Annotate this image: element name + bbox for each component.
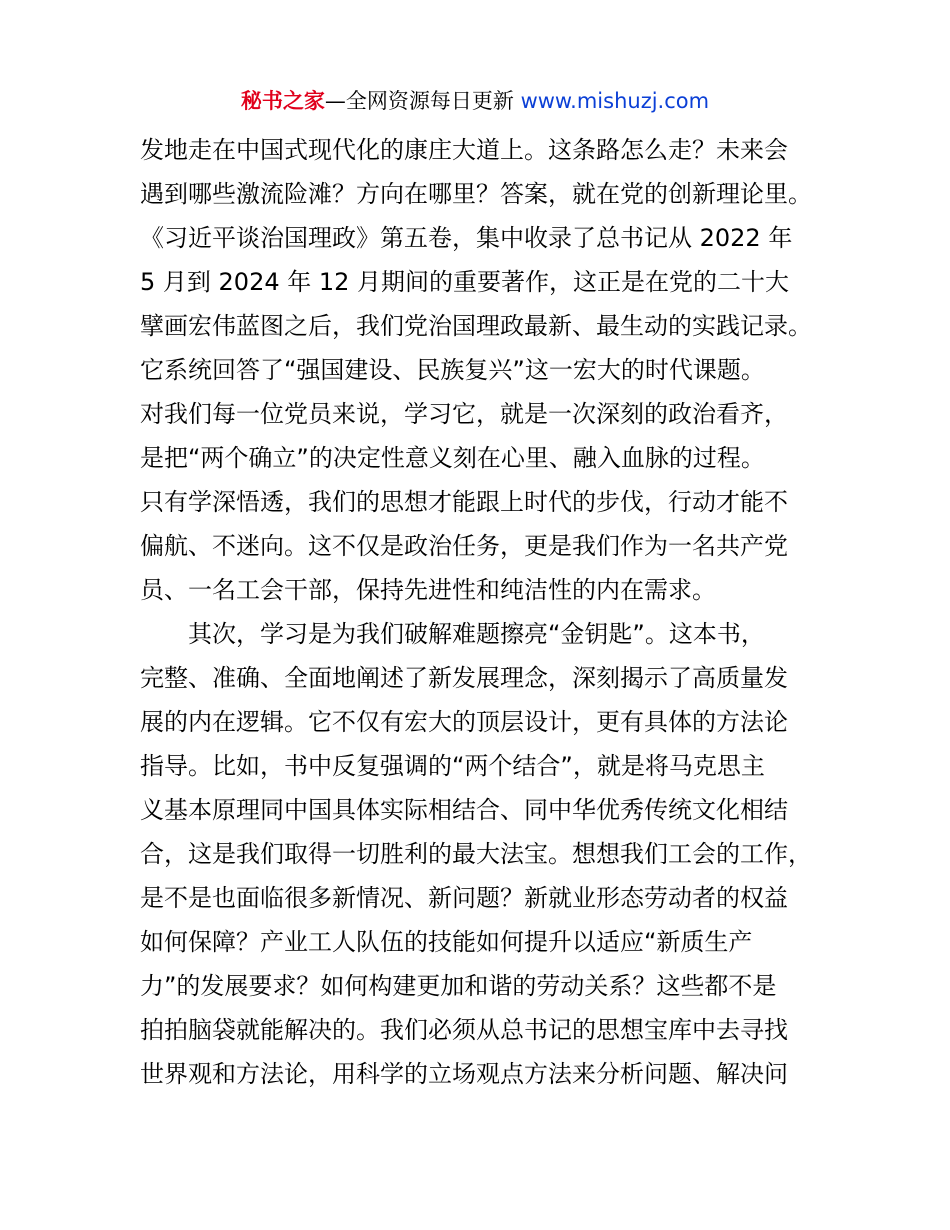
text-line: 它系统回答了“强国建设、民族复兴”这一宏大的时代课题。 [140, 356, 765, 384]
text-line: 展的内在逻辑。它不仅有宏大的顶层设计，更有具体的方法论 [140, 708, 788, 736]
page-header [0, 86, 950, 116]
text-line: 指导。比如，书中反复强调的“两个结合”，就是将马克思主 [140, 752, 765, 780]
text-line: 如何保障？产业工人队伍的技能如何提升以适应“新质生产 [140, 928, 753, 956]
text-line: 完整、准确、全面地阐述了新发展理念，深刻揭示了高质量发 [140, 664, 788, 692]
document-body [140, 128, 830, 1096]
paragraph [140, 128, 830, 612]
site-url-link[interactable]: www.mishuzj.com [520, 89, 710, 113]
text-line: 偏航、不迷向。这不仅是政治任务，更是我们作为一名共产党 [140, 532, 788, 560]
text-line: 只有学深悟透，我们的思想才能跟上时代的步伐，行动才能不 [140, 488, 788, 516]
paragraph [140, 612, 830, 1096]
text-line: 5 月到 2024 年 12 月期间的重要著作，这正是在党的二十大 [140, 268, 790, 296]
text-line: 拍拍脑袋就能解决的。我们必须从总书记的思想宝库中去寻找 [140, 1016, 788, 1044]
text-line-first-indent: 其次，学习是为我们破解难题擦亮“金钥匙”。这本书， [188, 620, 765, 648]
text-line: 员、一名工会干部，保持先进性和纯洁性的内在需求。 [140, 576, 716, 604]
text-line: 对我们每一位党员来说，学习它，就是一次深刻的政治看齐， [140, 400, 788, 428]
brand-name: 秘书之家 [240, 89, 325, 113]
text-line: 合，这是我们取得一切胜利的最大法宝。想想我们工会的工作， [140, 840, 812, 868]
text-line: 义基本原理同中国具体实际相结合、同中华优秀传统文化相结 [140, 796, 788, 824]
text-line: 遇到哪些激流险滩？方向在哪里？答案，就在党的创新理论里。 [140, 180, 812, 208]
text-line: 发地走在中国式现代化的康庄大道上。这条路怎么走？未来会 [140, 136, 788, 164]
text-line: 是把“两个确立”的决定性意义刻在心里、融入血脉的过程。 [140, 444, 765, 472]
text-line: 世界观和方法论，用科学的立场观点方法来分析问题、解决问 [140, 1060, 788, 1088]
text-line: 是不是也面临很多新情况、新问题？新就业形态劳动者的权益 [140, 884, 788, 912]
text-line: 力”的发展要求？如何构建更加和谐的劳动关系？这些都不是 [140, 972, 777, 1000]
header-tagline: —全网资源每日更新 [324, 89, 521, 113]
text-line: 擘画宏伟蓝图之后，我们党治国理政最新、最生动的实践记录。 [140, 312, 812, 340]
text-line: 《习近平谈治国理政》第五卷，集中收录了总书记从 2022 年 [140, 224, 793, 252]
